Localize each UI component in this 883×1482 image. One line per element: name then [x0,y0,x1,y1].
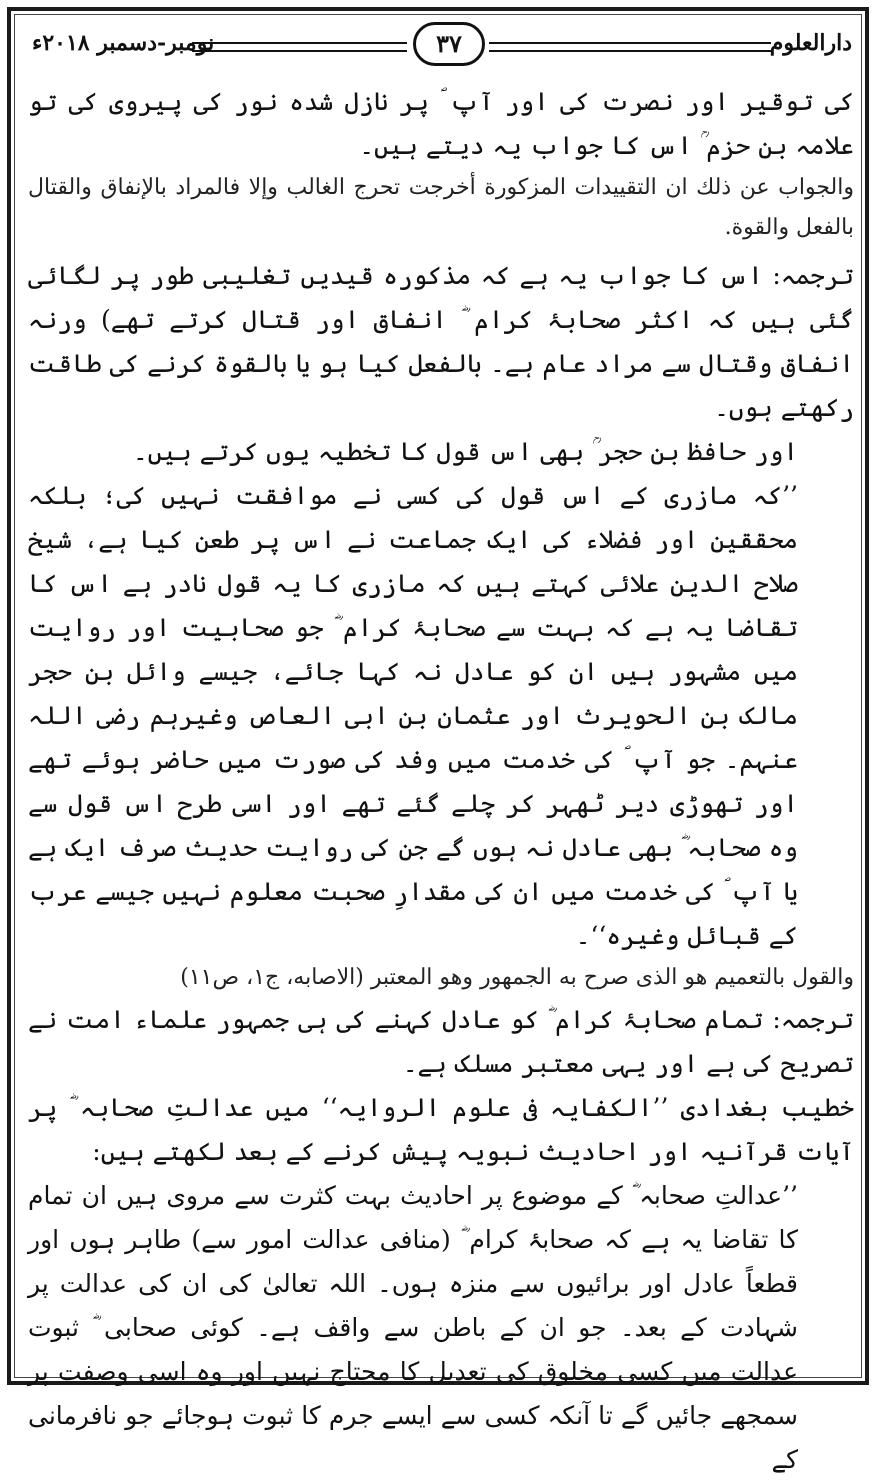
header-rule-left [192,42,407,52]
translation-jumhur: ترجمہ: تمام صحابۂ کرام ؓ کو عادل کہنے کی ہی جمہور علماء امت نے تصریح کی ہے اور یہی معتبر مسلک ہے۔ [28,1005,854,1078]
arabic-quote-jumhur: والقول بالتعميم هو الذى صرح به الجمهور وهو المعتبر (الاصابه، ج۱، ص۱۱) [180,965,854,990]
paragraph-ibn-hajar-intro: اور حافظ بن حجر ؒ بھی اس قول کا تخطیہ یوں کرتے ہیں۔ [133,437,798,466]
quote-khatib-baghdadi: ’’عدالتِ صحابہ ؓ کے موضوع پر احادیث بہت کثرت سے مروی ہیں ان تمام کا تقاضا یہ ہے کہ صحابۂ کرام ؓ (منافی عدالت امور سے) طاہر ہوں اور قطعاً عادل اور برائیوں سے منزہ ہوں۔ اللہ تعالیٰ کی ان کی عدالت پر شہادت کے بعد۔ جو ان کے باطن سے واقف ہے۔ کوئی صحابی ؓ ثبوت عدالت میں کسی مخلوق کی تعدیل کا محتاج نہیں اور وہ اسی وصفت پر سمجھے جائیں گے تا آنکہ کسی سے ایسے جرم کا ثبوت ہوجائے جو نافرمانی کے [28,1181,798,1474]
arabic-quote-ibn-hazm: والجواب عن ذلك ان التقييدات المزكورة أخرجت تحرج الغالب وإلا فالمراد بالإنفاق والقتال بالفعل والقوة. [28,175,854,240]
header-rule-right [489,42,771,52]
quote-mazri-refutation: ’’کہ مازری کے اس قول کی کسی نے موافقت نہیں کی؛ بلکہ محققین اور فضلاء کی ایک جماعت نے اس پر طعن کیا ہے، شیخ صلاح الدین علائی کہتے ہیں کہ مازری کا یہ قول نادر ہے اس کا تقاضا یہ ہے کہ بہت سے صحابۂ کرام ؓ جو صحابیت اور روایت میں مشہور ہیں ان کو عادل نہ کہا جائے، جیسے وائل بن حجر مالک بن الحویرث اور عثمان بن ابی العاص وغیرہم رضی اللہ عنہم۔ جو آپ ؐ کی خدمت میں وفد کی صورت میں حاضر ہوئے تھے اور تھوڑی دیر ٹھہر کر چلے گئے تھے اور اسی طرح اس قول سے وہ صحابہ ؓ بھی عادل نہ ہوں گے جن کی روایت حدیث صرف ایک ہے یا آپ ؐ کی خدمت میں ان کی مقدارِ صحبت معلوم نہیں جیسے عرب کے قبائل وغیرہ‘‘۔ [28,481,798,950]
header-date: نومبر-دسمبر ۲۰۱۸ء [32,30,215,56]
paragraph-intro: کی توقیر اور نصرت کی اور آپ ؐ پر نازل شدہ نور کی پیروی کی تو علامہ بن حزم ؒ اس کا جواب یہ دیتے ہیں۔ [28,87,854,160]
page-header [22,20,860,74]
page-number-badge: ۳۷ [413,22,485,66]
paragraph-khatib-baghdadi: خطیب بغدادی ’’الکفایہ فی علوم الروایہ‘‘ میں عدالتِ صحابہ ؓ پر آیات قرآنیہ اور احادیث نبویہ پیش کرنے کے بعد لکھتے ہیں: [28,1093,854,1166]
header-title: دارالعلوم [769,30,852,56]
page-body [28,80,854,1482]
translation-ibn-hazm: ترجمہ: اس کا جواب یہ ہے کہ مذکورہ قیدیں تغلیبی طور پر لگائی گئی ہیں کہ اکثر صحابۂ کرام ؓ انفاق اور قتال کرتے تھے) ورنہ انفاق وقتال سے مراد عام ہے۔ بالفعل کیا ہو یا بالقوۃ کرنے کی طاقت رکھتے ہوں۔ [28,261,854,422]
